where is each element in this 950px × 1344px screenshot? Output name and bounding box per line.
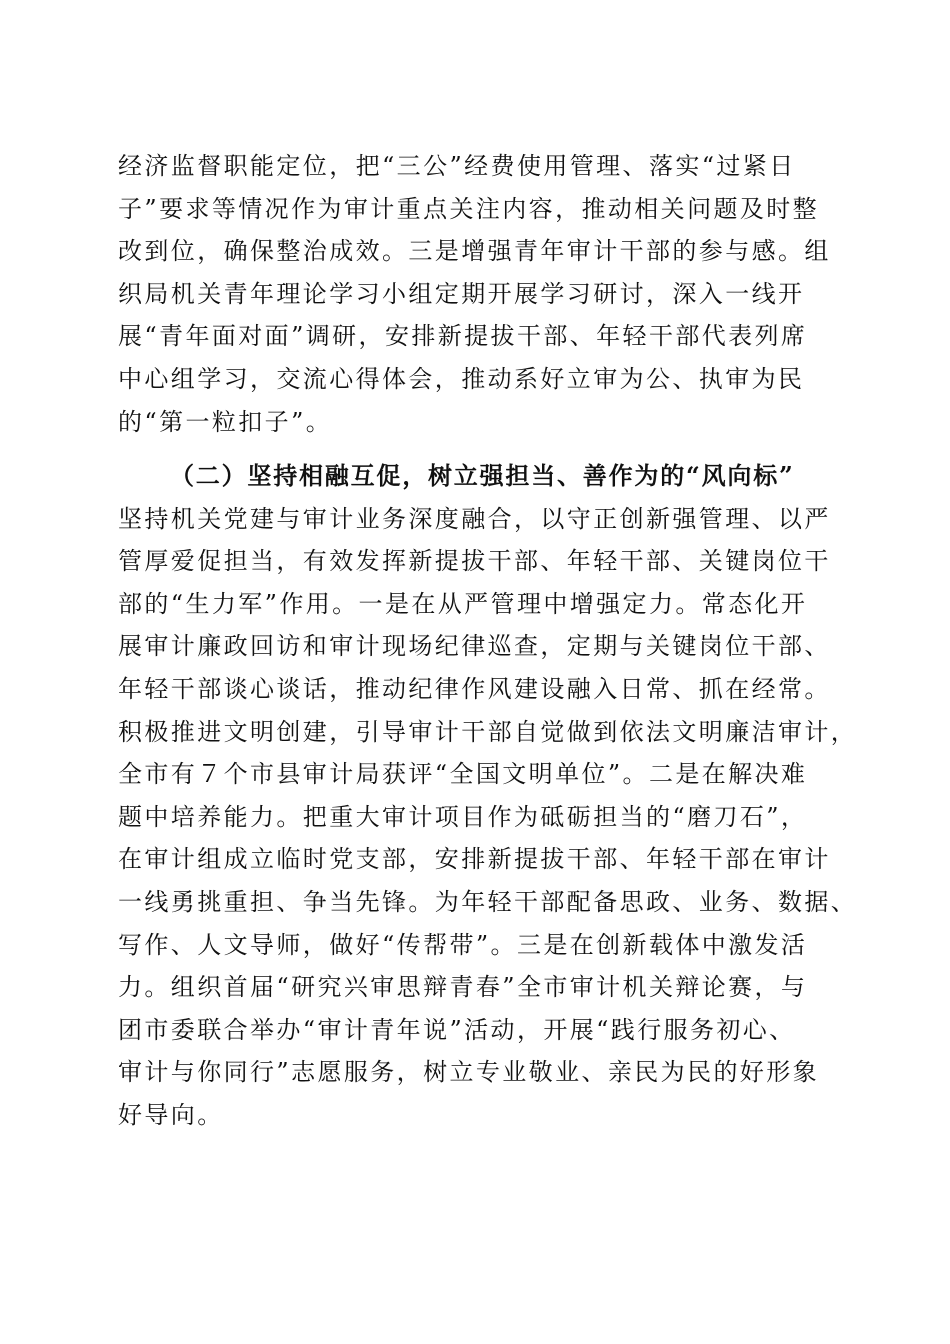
text-line: 坚持机关党建与审计业务深度融合，以守正创新强管理、以严	[118, 504, 831, 533]
section-heading: （二）坚持相融互促，树立强担当、善作为的“风向标”	[170, 461, 795, 490]
text-line: 在审计组成立临时党支部，安排新提拔干部、年轻干部在审计	[118, 845, 831, 874]
text-line: 团市委联合举办“审计青年说”活动，开展“践行服务初心、	[118, 1015, 796, 1044]
text-line: 织局机关青年理论学习小组定期开展学习研讨，深入一线开	[118, 279, 805, 308]
text-line: 力。组织首届“研究兴审思辩青春”全市审计机关辩论赛，与	[118, 973, 808, 1002]
text-line: 部的“生力军”作用。一是在从严管理中增强定力。常态化开	[118, 589, 808, 618]
text-line: 好导向。	[118, 1100, 224, 1129]
text-line: 题中培养能力。把重大审计项目作为砥砺担当的“磨刀石”，	[118, 802, 808, 831]
text-line: 审计与你同行”志愿服务，树立专业敬业、亲民为民的好形象	[118, 1058, 820, 1087]
text-line: 管厚爱促担当，有效发挥新提拔干部、年轻干部、关键岗位干	[118, 547, 831, 576]
text-line: 改到位，确保整治成效。三是增强青年审计干部的参与感。组	[118, 237, 831, 266]
text-line: 中心组学习，交流心得体会，推动系好立审为公、执审为民	[118, 364, 805, 393]
section-two	[118, 455, 858, 1137]
text-line: 年轻干部谈心谈话，推动纪律作风建设融入日常、抓在经常。	[118, 674, 831, 703]
text-line: 一线勇挑重担、争当先锋。为年轻干部配备思政、业务、数据、	[118, 887, 858, 916]
paragraph-continued	[118, 145, 838, 443]
text-line: 子”要求等情况作为审计重点关注内容，推动相关问题及时整	[118, 194, 820, 223]
text-line: 展“青年面对面”调研，安排新提拔干部、年轻干部代表列席	[118, 322, 808, 351]
text-line: 写作、人文导师，做好“传帮带”。三是在创新载体中激发活	[118, 930, 808, 959]
text-line: 展审计廉政回访和审计现场纪律巡查，定期与关键岗位干部、	[118, 632, 831, 661]
text-line: 的“第一粒扣子”。	[118, 407, 333, 436]
text-line: 经济监督职能定位，把“三公”经费使用管理、落实“过紧日	[118, 152, 796, 180]
text-line: 积极推进文明创建，引导审计干部自觉做到依法文明廉洁审计，	[118, 717, 858, 746]
text-line: 全市有７个市县审计局获评“全国文明单位”。二是在解决难	[118, 760, 808, 789]
